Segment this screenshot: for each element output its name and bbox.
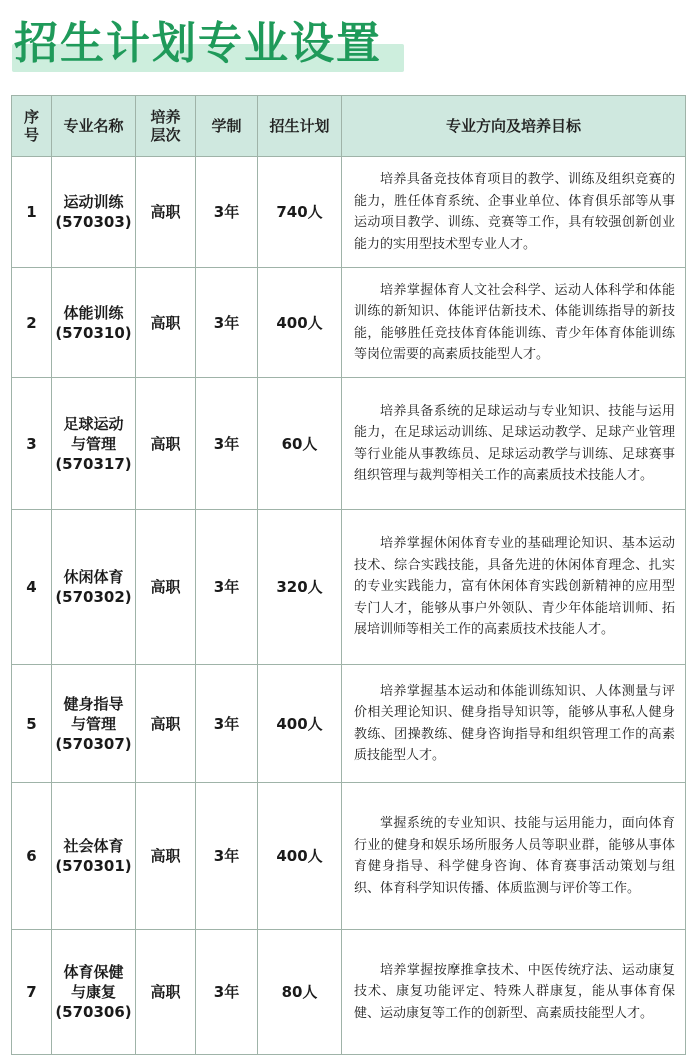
row-plan: 400人 [258, 268, 342, 378]
row-plan: 80人 [258, 930, 342, 1055]
row-major [52, 930, 136, 1055]
row-seq: 3 [12, 378, 52, 510]
header-duration: 学制 [196, 96, 258, 157]
row-plan: 400人 [258, 783, 342, 930]
row-level: 高职 [136, 783, 196, 930]
row-major [52, 157, 136, 268]
row-level: 高职 [136, 665, 196, 783]
table-row [12, 665, 686, 783]
page-title: 招生计划专业设置 [14, 18, 382, 69]
table-header-row [12, 96, 686, 157]
row-description: 培养掌握体育人文社会科学、运动人体科学和体能训练的新知识、体能评估新技术、体能训练指导的新技能，能够胜任竞技体育体能训练、青少年体育体能训练等岗位需要的高素质技能型人才。 [342, 268, 686, 378]
table-row [12, 157, 686, 268]
row-duration: 3年 [196, 783, 258, 930]
row-duration: 3年 [196, 268, 258, 378]
major-code: (570306) [55, 1003, 132, 1021]
header-seq: 序号 [12, 96, 52, 157]
table-row [12, 510, 686, 665]
row-description: 培养掌握休闲体育专业的基础理论知识、基本运动技术、综合实践技能，具备先进的休闲体育理念、扎实的专业实践能力，富有休闲体育实践创新精神的应用型专门人才，能够从事户外领队、青少年体能培训师、拓展培训师等相关工作的高素质技术技能人才。 [342, 510, 686, 665]
major-code: (570307) [55, 734, 132, 753]
major-name: 社会体育 [63, 837, 124, 855]
row-description: 培养具备系统的足球运动与专业知识、技能与运用能力，在足球运动训练、足球运动教学、足球产业管理等行业能从事教练员、足球运动教学与训练、足球赛事组织管理与裁判等相关工作的高素质技术技能人才。 [342, 378, 686, 510]
row-seq: 2 [12, 268, 52, 378]
header-level: 培养层次 [136, 96, 196, 157]
row-level: 高职 [136, 157, 196, 268]
row-description: 培养掌握基本运动和体能训练知识、人体测量与评价相关理论知识、健身指导知识等，能够从事私人健身教练、团操教练、健身咨询指导和组织管理工作的高素质技能型人才。 [342, 665, 686, 783]
table-row [12, 378, 686, 510]
row-duration: 3年 [196, 665, 258, 783]
row-seq: 1 [12, 157, 52, 268]
row-major [52, 378, 136, 510]
major-name: 体育保健与康复 [63, 963, 124, 1001]
table-row [12, 930, 686, 1055]
row-plan: 60人 [258, 378, 342, 510]
major-code: (570303) [55, 213, 132, 231]
row-description: 掌握系统的专业知识、技能与运用能力，面向体育行业的健身和娱乐场所服务人员等职业群，能够从事体育健身指导、科学健身咨询、体育赛事活动策划与组织、体育科学知识传播、体质监测与评价等工作。 [342, 783, 686, 930]
row-description: 培养具备竞技体育项目的教学、训练及组织竞赛的能力，胜任体育系统、企事业单位、体育俱乐部等从事运动项目教学、训练、竞赛等工作，具有较强创新创业能力的实用型技术型专业人才。 [342, 157, 686, 268]
major-code: (570310) [55, 323, 132, 342]
row-seq: 7 [12, 930, 52, 1055]
header-plan: 招生计划 [258, 96, 342, 157]
header-direction: 专业方向及培养目标 [342, 96, 686, 157]
row-seq: 4 [12, 510, 52, 665]
title-block [12, 14, 412, 76]
major-code: (570317) [55, 454, 132, 473]
row-duration: 3年 [196, 378, 258, 510]
major-name: 足球运动与管理 [63, 414, 124, 453]
row-major [52, 268, 136, 378]
row-duration: 3年 [196, 930, 258, 1055]
row-seq: 5 [12, 665, 52, 783]
table-row [12, 268, 686, 378]
row-level: 高职 [136, 930, 196, 1055]
major-name: 体能训练 [63, 303, 124, 322]
row-level: 高职 [136, 268, 196, 378]
row-duration: 3年 [196, 157, 258, 268]
row-major [52, 510, 136, 665]
row-major [52, 665, 136, 783]
row-duration: 3年 [196, 510, 258, 665]
header-major: 专业名称 [52, 96, 136, 157]
major-code: (570301) [55, 857, 132, 875]
row-plan: 320人 [258, 510, 342, 665]
row-level: 高职 [136, 510, 196, 665]
row-seq: 6 [12, 783, 52, 930]
row-plan: 400人 [258, 665, 342, 783]
major-code: (570302) [55, 588, 132, 606]
row-level: 高职 [136, 378, 196, 510]
major-name: 健身指导与管理 [63, 694, 124, 733]
enrollment-table [11, 95, 686, 1055]
row-description: 培养掌握按摩推拿技术、中医传统疗法、运动康复技术、康复功能评定、特殊人群康复，能从事体育保健、运动康复等工作的创新型、高素质技能型人才。 [342, 930, 686, 1055]
major-name: 运动训练 [63, 193, 124, 211]
row-major [52, 783, 136, 930]
row-plan: 740人 [258, 157, 342, 268]
major-name: 休闲体育 [63, 568, 124, 586]
table-row [12, 783, 686, 930]
